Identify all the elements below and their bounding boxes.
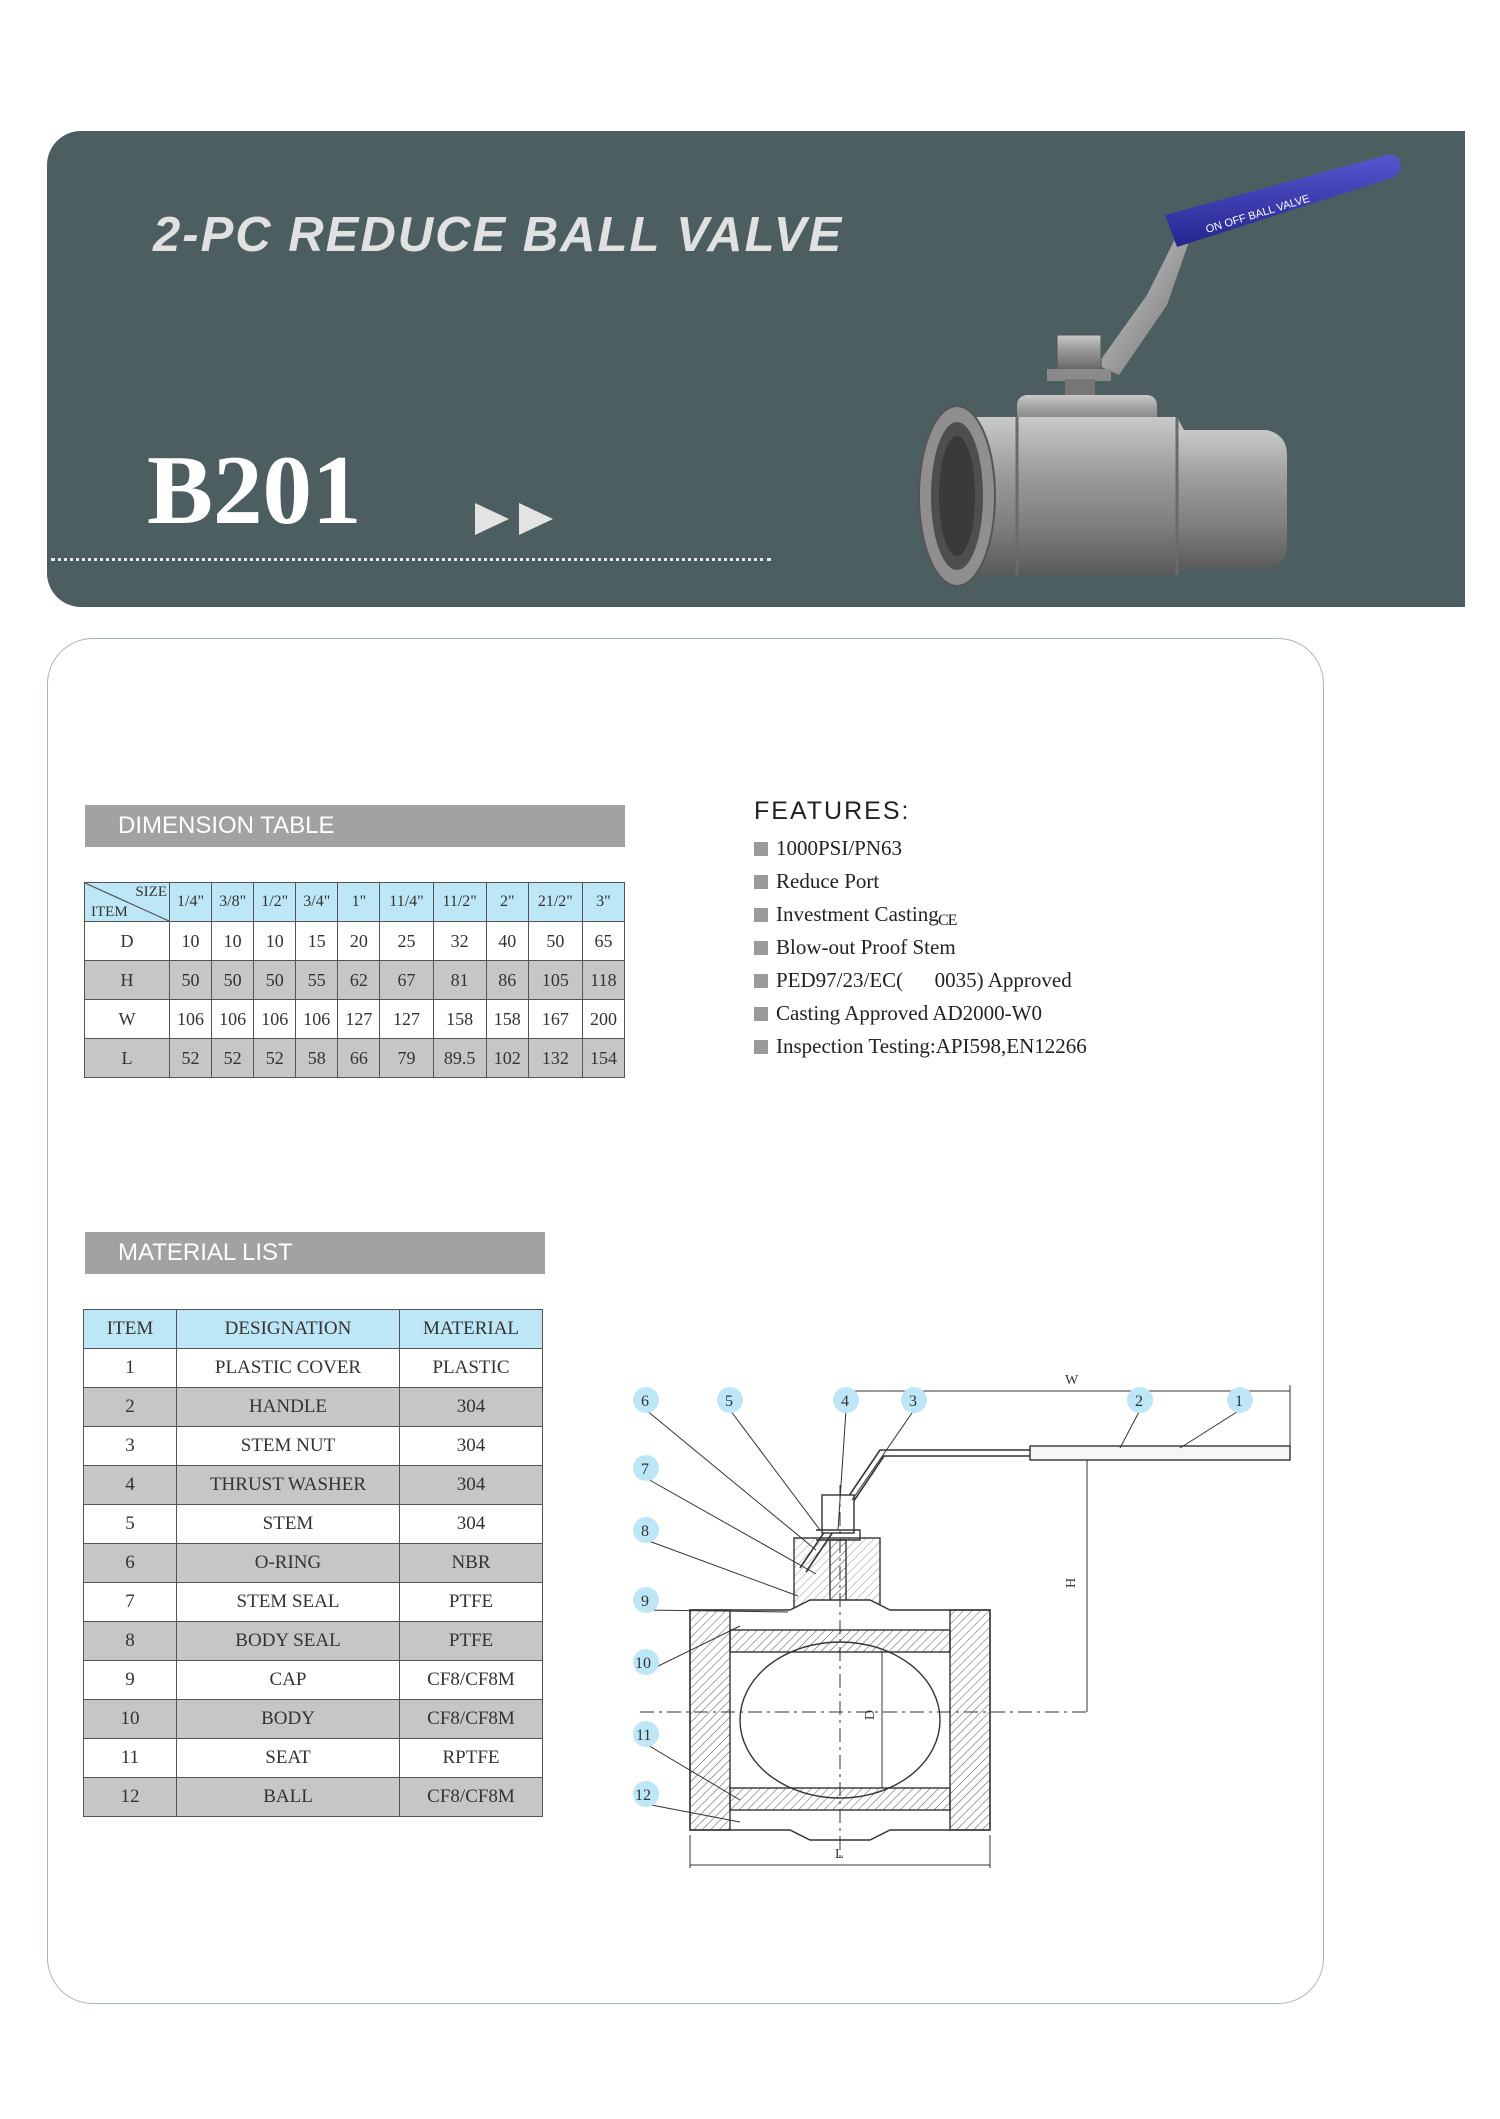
table-row	[84, 1505, 543, 1544]
size-col-header: 1/4"	[170, 883, 212, 922]
table-cell: STEM SEAL	[177, 1583, 400, 1622]
table-cell: 127	[380, 1000, 433, 1039]
table-cell: 55	[296, 961, 338, 1000]
table-cell: 105	[528, 961, 582, 1000]
feature-item	[754, 898, 1087, 931]
table-cell: 154	[582, 1039, 624, 1078]
table-row	[84, 1466, 543, 1505]
table-cell: 20	[338, 922, 380, 961]
table-cell: 11	[84, 1739, 177, 1778]
table-cell: 158	[486, 1000, 528, 1039]
table-cell: 86	[486, 961, 528, 1000]
table-cell: 106	[254, 1000, 296, 1039]
model-number: B201	[147, 436, 362, 545]
table-cell: BODY	[177, 1700, 400, 1739]
table-cell: 6	[84, 1544, 177, 1583]
dim-h-label: H	[1064, 1577, 1079, 1588]
table-row	[84, 1700, 543, 1739]
table-cell: 102	[486, 1039, 528, 1078]
callout-3: 3	[909, 1393, 917, 1410]
table-cell: 2	[84, 1388, 177, 1427]
feature-item	[754, 997, 1087, 1030]
size-col-header: 3/4"	[296, 883, 338, 922]
table-cell: 81	[433, 961, 486, 1000]
table-cell: 10	[254, 922, 296, 961]
table-cell: 50	[212, 961, 254, 1000]
table-cell: 118	[582, 961, 624, 1000]
material-header-row	[84, 1310, 543, 1349]
table-cell: 50	[528, 922, 582, 961]
table-cell: 12	[84, 1778, 177, 1817]
material-table	[83, 1309, 543, 1817]
table-cell: 62	[338, 961, 380, 1000]
size-col-header: 1"	[338, 883, 380, 922]
table-cell: 40	[486, 922, 528, 961]
table-cell: SEAT	[177, 1739, 400, 1778]
dimension-table	[84, 882, 625, 1078]
table-cell: 304	[400, 1388, 543, 1427]
valve-product-image	[847, 155, 1407, 595]
table-row	[85, 961, 625, 1000]
table-cell: 10	[170, 922, 212, 961]
table-cell: 89.5	[433, 1039, 486, 1078]
table-cell: 10	[212, 922, 254, 961]
table-row	[85, 1000, 625, 1039]
dim-d-label: D	[863, 1709, 878, 1720]
table-cell: BODY SEAL	[177, 1622, 400, 1661]
column-header: MATERIAL	[400, 1310, 543, 1349]
table-cell: 1	[84, 1349, 177, 1388]
table-cell: CAP	[177, 1661, 400, 1700]
feature-text: 1000PSI/PN63	[776, 836, 903, 860]
size-col-header: 11/2"	[433, 883, 486, 922]
feature-text: PED97/23/EC( 0035) Approved	[776, 968, 1072, 992]
table-cell: 200	[582, 1000, 624, 1039]
table-row	[84, 1778, 543, 1817]
table-cell: 50	[254, 961, 296, 1000]
table-cell: 10	[84, 1700, 177, 1739]
callout-10: 10	[635, 1655, 651, 1672]
corner-cell	[85, 883, 170, 922]
row-label: W	[85, 1000, 170, 1039]
double-arrow-icon	[475, 499, 555, 539]
table-cell: 7	[84, 1583, 177, 1622]
handle-label: ON OFF BALL VALVE	[1204, 192, 1312, 236]
feature-item	[754, 865, 1087, 898]
table-cell: HANDLE	[177, 1388, 400, 1427]
features-section	[754, 797, 1087, 1063]
table-cell: 5	[84, 1505, 177, 1544]
table-cell: 132	[528, 1039, 582, 1078]
callout-6: 6	[641, 1393, 649, 1410]
table-cell: O-RING	[177, 1544, 400, 1583]
table-cell: NBR	[400, 1544, 543, 1583]
table-cell: 50	[170, 961, 212, 1000]
feature-text: Reduce Port	[776, 869, 880, 893]
column-header: DESIGNATION	[177, 1310, 400, 1349]
table-row	[84, 1739, 543, 1778]
table-row	[85, 1039, 625, 1078]
feature-item	[754, 964, 1087, 997]
table-cell: 52	[170, 1039, 212, 1078]
dim-w-label: W	[1065, 1373, 1079, 1388]
table-row	[84, 1661, 543, 1700]
table-cell: 32	[433, 922, 486, 961]
table-row	[84, 1349, 543, 1388]
column-header: ITEM	[84, 1310, 177, 1349]
feature-text: Inspection Testing:API598,EN12266	[776, 1034, 1087, 1058]
ce-mark: CE	[938, 912, 957, 929]
table-cell: 304	[400, 1466, 543, 1505]
table-row	[84, 1544, 543, 1583]
size-col-header: 3/8"	[212, 883, 254, 922]
corner-item-label: ITEM	[91, 904, 128, 920]
callout-7: 7	[641, 1461, 649, 1478]
size-col-header: 1/2"	[254, 883, 296, 922]
callout-1: 1	[1235, 1393, 1243, 1410]
size-col-header: 21/2"	[528, 883, 582, 922]
table-cell: RPTFE	[400, 1739, 543, 1778]
callout-5: 5	[725, 1393, 733, 1410]
table-cell: 106	[170, 1000, 212, 1039]
table-cell: 66	[338, 1039, 380, 1078]
table-row	[84, 1583, 543, 1622]
table-cell: STEM NUT	[177, 1427, 400, 1466]
table-cell: 52	[254, 1039, 296, 1078]
table-cell: STEM	[177, 1505, 400, 1544]
table-cell: 127	[338, 1000, 380, 1039]
features-heading: FEATURES:	[754, 797, 911, 825]
dotted-divider	[51, 558, 771, 561]
bullet-square-icon	[754, 941, 768, 955]
table-cell: 25	[380, 922, 433, 961]
table-cell: 67	[380, 961, 433, 1000]
bullet-square-icon	[754, 908, 768, 922]
callout-4: 4	[841, 1393, 849, 1410]
table-row	[84, 1622, 543, 1661]
table-cell: BALL	[177, 1778, 400, 1817]
page-title: 2-PC REDUCE BALL VALVE	[153, 208, 844, 262]
table-cell: PTFE	[400, 1622, 543, 1661]
table-row	[84, 1388, 543, 1427]
callout-11: 11	[636, 1727, 652, 1744]
callout-8: 8	[641, 1523, 649, 1540]
bullet-square-icon	[754, 842, 768, 856]
valve-cross-section-drawing	[620, 1360, 1300, 1900]
table-cell: 58	[296, 1039, 338, 1078]
table-cell: CF8/CF8M	[400, 1661, 543, 1700]
table-cell: 8	[84, 1622, 177, 1661]
table-cell: 15	[296, 922, 338, 961]
table-cell: 106	[296, 1000, 338, 1039]
header-banner	[47, 131, 1465, 607]
dimension-table-heading: DIMENSION TABLE	[85, 805, 625, 847]
bullet-square-icon	[754, 974, 768, 988]
row-label: D	[85, 922, 170, 961]
bullet-square-icon	[754, 1007, 768, 1021]
table-cell: CF8/CF8M	[400, 1778, 543, 1817]
table-cell: 4	[84, 1466, 177, 1505]
dimension-header-row	[85, 883, 625, 922]
table-row	[84, 1427, 543, 1466]
corner-size-label: SIZE	[135, 884, 167, 900]
callout-9: 9	[641, 1593, 649, 1610]
table-cell: 79	[380, 1039, 433, 1078]
row-label: H	[85, 961, 170, 1000]
table-cell: PLASTIC	[400, 1349, 543, 1388]
table-cell: CF8/CF8M	[400, 1700, 543, 1739]
table-cell: 65	[582, 922, 624, 961]
callout-12: 12	[635, 1787, 651, 1804]
table-cell: THRUST WASHER	[177, 1466, 400, 1505]
table-cell: 158	[433, 1000, 486, 1039]
dim-l-label: L	[835, 1847, 844, 1862]
table-cell: 304	[400, 1427, 543, 1466]
table-cell: 304	[400, 1505, 543, 1544]
feature-text: Investment Casting	[776, 902, 939, 926]
callout-2: 2	[1135, 1393, 1143, 1410]
table-cell: 167	[528, 1000, 582, 1039]
table-row	[85, 922, 625, 961]
feature-text: Casting Approved AD2000-W0	[776, 1001, 1042, 1025]
table-cell: PTFE	[400, 1583, 543, 1622]
feature-item	[754, 1030, 1087, 1063]
feature-item	[754, 931, 1087, 964]
row-label: L	[85, 1039, 170, 1078]
bullet-square-icon	[754, 1040, 768, 1054]
table-cell: 9	[84, 1661, 177, 1700]
feature-item	[754, 832, 1087, 865]
table-cell: 106	[212, 1000, 254, 1039]
bullet-square-icon	[754, 875, 768, 889]
table-cell: PLASTIC COVER	[177, 1349, 400, 1388]
feature-text: Blow-out Proof Stem	[776, 935, 956, 959]
size-col-header: 11/4"	[380, 883, 433, 922]
table-cell: 52	[212, 1039, 254, 1078]
material-list-heading: MATERIAL LIST	[85, 1232, 545, 1274]
size-col-header: 2"	[486, 883, 528, 922]
size-col-header: 3"	[582, 883, 624, 922]
table-cell: 3	[84, 1427, 177, 1466]
